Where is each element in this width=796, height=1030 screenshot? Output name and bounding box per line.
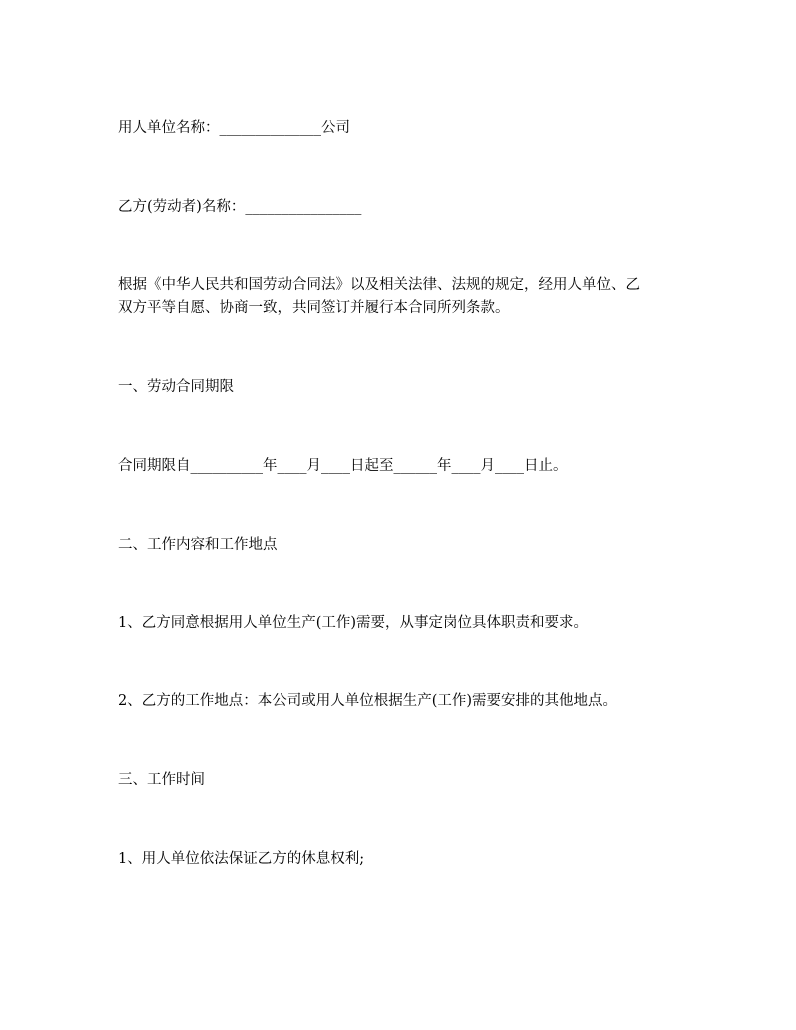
section-3-item-1: 1、用人单位依法保证乙方的休息权利; [118,851,365,867]
section-2-item-2: 2、乙方的工作地点：本公司或用人单位根据生产(工作)需要安排的其他地点。 [118,693,618,709]
section-2-item-1: 1、乙方同意根据用人单位生产(工作)需要，从事定岗位具体职责和要求。 [118,615,589,631]
preamble-paragraph [118,274,683,320]
section-2-heading: 二、工作内容和工作地点 [118,537,278,553]
employer-name-line: 用人单位名称：______________公司 [118,120,350,136]
preamble-line-1: 根据《中华人民共和国劳动合同法》以及相关法律、法规的规定，经用人单位、乙 [118,277,640,293]
section-1-heading: 一、劳动合同期限 [118,379,234,395]
contract-term-line: 合同期限自__________年____月____日起至______年____月____日止。 [118,458,568,474]
section-3-heading: 三、工作时间 [118,772,205,788]
preamble-line-2: 双方平等自愿、协商一致，共同签订并履行本合同所列条款。 [118,300,510,316]
employee-name-line: 乙方(劳动者)名称：________________ [118,199,362,215]
